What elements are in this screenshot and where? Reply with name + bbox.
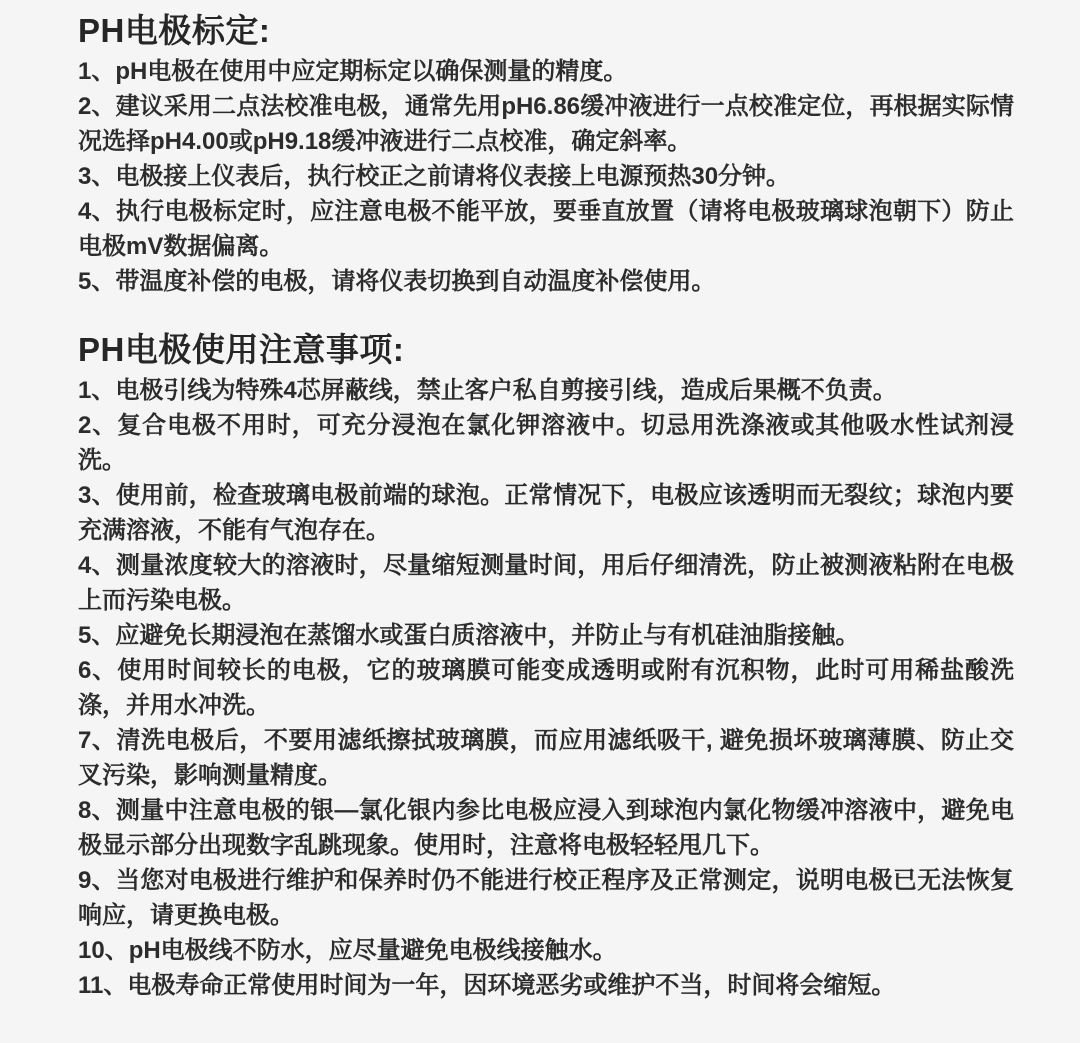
- list-item: 8、测量中注意电极的银—氯化银内参比电极应浸入到球泡内氯化物缓冲溶液中，避免电极显示部分出现数字乱跳现象。使用时，注意将电极轻轻甩几下。: [78, 797, 1014, 859]
- list-item: 7、清洗电极后，不要用滤纸擦拭玻璃膜，而应用滤纸吸干, 避免损坏玻璃薄膜、防止交叉污染，影响测量精度。: [78, 727, 1014, 789]
- list-item: 3、使用前，检查玻璃电极前端的球泡。正常情况下，电极应该透明而无裂纹；球泡内要充满溶液，不能有气泡存在。: [78, 482, 1014, 544]
- list-item: 3、电极接上仪表后，执行校正之前请将仪表接上电源预热30分钟。: [78, 163, 791, 190]
- list-item: 6、使用时间较长的电极，它的玻璃膜可能变成透明或附有沉积物，此时可用稀盐酸洗涤，并用水冲洗。: [78, 657, 1014, 719]
- list-item: 10、pH电极线不防水，应尽量避免电极线接触水。: [78, 937, 617, 964]
- list-item: 9、当您对电极进行维护和保养时仍不能进行校正程序及正常测定，说明电极已无法恢复响应，请更换电极。: [78, 867, 1014, 929]
- list-item: 1、电极引线为特殊4芯屏蔽线，禁止客户私自剪接引线，造成后果概不负责。: [78, 377, 897, 404]
- list-item: 4、测量浓度较大的溶液时，尽量缩短测量时间，用后仔细清洗，防止被测液粘附在电极上而污染电极。: [78, 552, 1014, 614]
- list-item: 2、复合电极不用时，可充分浸泡在氯化钾溶液中。切忌用洗涤液或其他吸水性试剂浸洗。: [78, 412, 1014, 474]
- list-item: 2、建议采用二点法校准电极，通常先用pH6.86缓冲液进行一点校准定位，再根据实际情况选择pH4.00或pH9.18缓冲液进行二点校准，确定斜率。: [78, 93, 1014, 155]
- section-usage-notes: [78, 327, 1014, 1003]
- calibration-heading: PH电极标定:: [78, 12, 271, 49]
- list-item: 5、应避免长期浸泡在蒸馏水或蛋白质溶液中，并防止与有机硅油脂接触。: [78, 622, 860, 649]
- section-calibration: [78, 8, 1014, 299]
- list-item: 5、带温度补偿的电极，请将仪表切换到自动温度补偿使用。: [78, 268, 716, 295]
- list-item: 11、电极寿命正常使用时间为一年，因环境恶劣或维护不当，时间将会缩短。: [78, 972, 896, 999]
- list-item: 1、pH电极在使用中应定期标定以确保测量的精度。: [78, 58, 628, 85]
- usage-notes-heading: PH电极使用注意事项:: [78, 331, 405, 368]
- list-item: 4、执行电极标定时，应注意电极不能平放，要垂直放置（请将电极玻璃球泡朝下）防止电极mV数据偏离。: [78, 198, 1014, 260]
